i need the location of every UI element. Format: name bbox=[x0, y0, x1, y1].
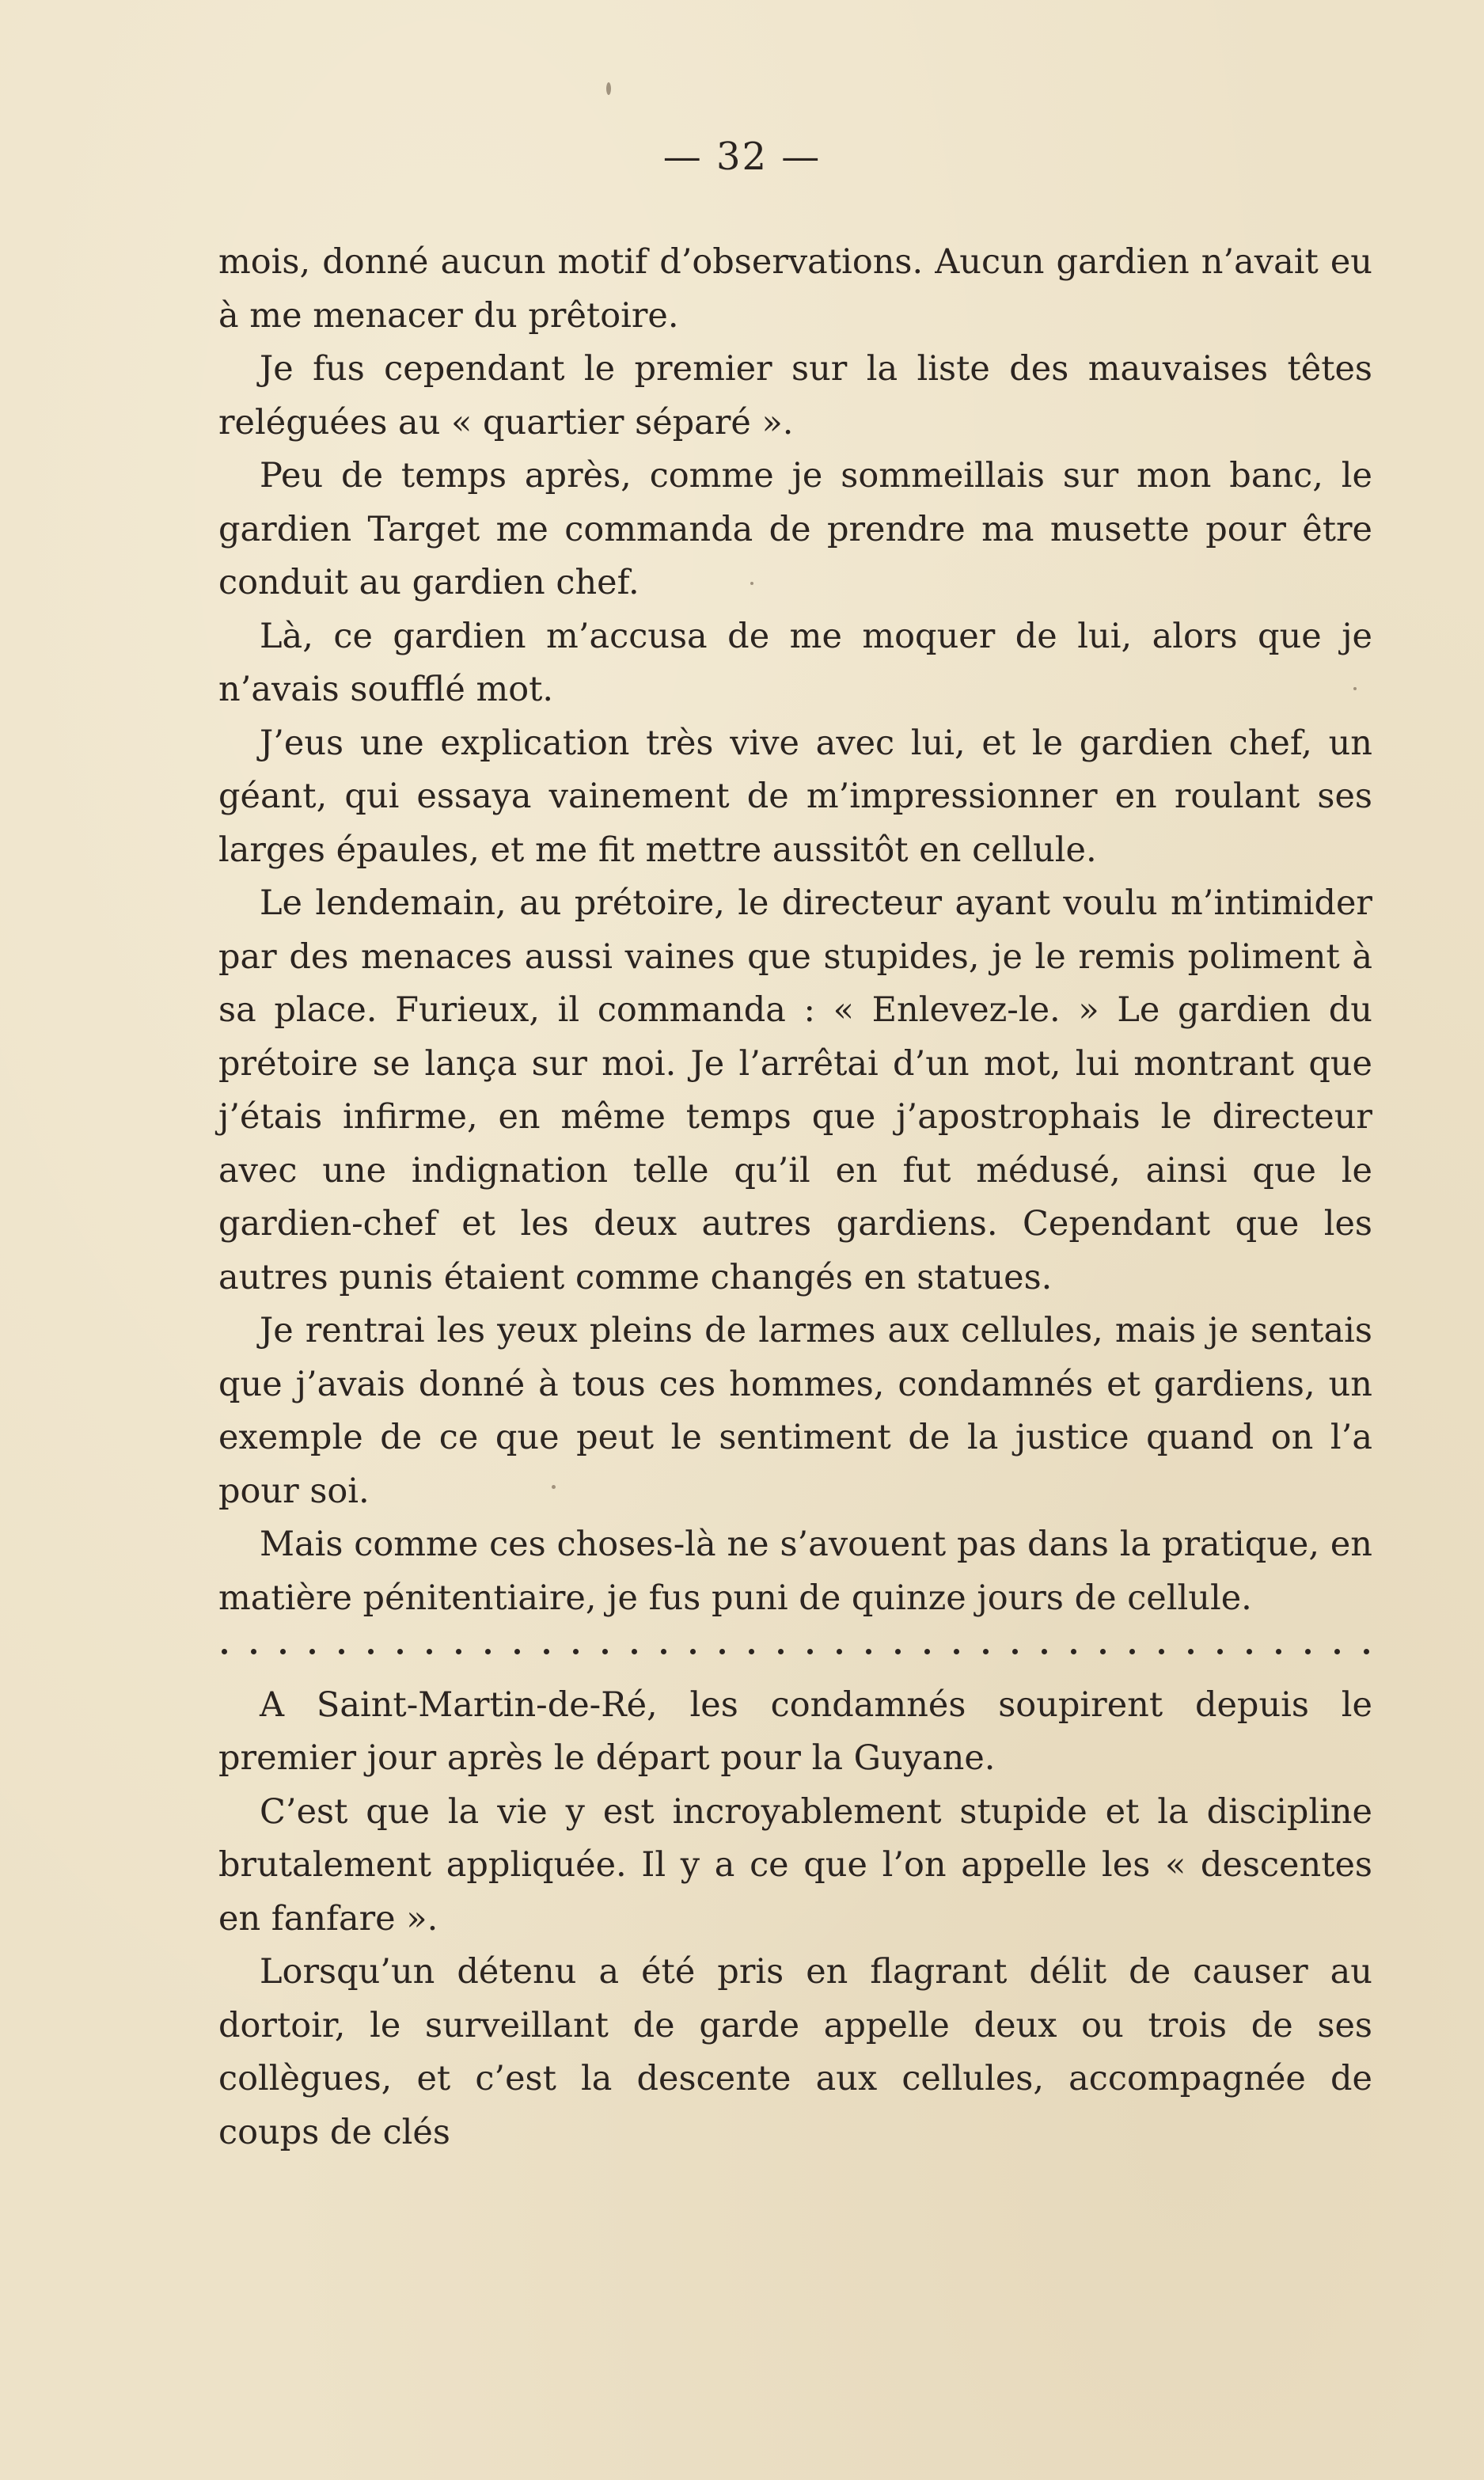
paragraph: Peu de temps après, comme je sommeillais sur mon banc, le gardien Target me commanda de prendre ma musette pour être conduit au gardien chef. bbox=[218, 456, 1372, 602]
paragraph: A Saint-Martin-de-Ré, les condamnés soupirent depuis le premier jour après le départ pour la Guyane. bbox=[218, 1684, 1372, 1778]
paragraph: Je rentrai les yeux pleins de larmes aux cellules, mais je sentais que j’avais donné à tous ces hommes, condamnés et gardiens, un exemple de ce que peut le sentiment de la justice quand on l’a pour soi. bbox=[218, 1311, 1372, 1511]
paragraph: J’eus une explication très vive avec lui, et le gardien chef, un géant, qui essaya vainement de m’impressionner en roulant ses larges épaules, et me fit mettre aussitôt en cellule. bbox=[218, 723, 1372, 870]
paragraph-continues: Lorsqu’un détenu a été pris en flagrant délit de causer au dortoir, le surveillant de garde appelle deux ou trois de ses collègues, et c’est la descente aux cellules, accompagnée de coups de clés bbox=[218, 1952, 1372, 2152]
paragraph: C’est que la vie y est incroyablement stupide et la discipline brutalement appliquée. Il y a ce que l’on appelle les « descentes en fanfare ». bbox=[218, 1791, 1372, 1939]
paper-speck bbox=[750, 582, 753, 585]
paragraph: Je fus cependant le premier sur la liste des mauvaises têtes reléguées au « quartier séparé ». bbox=[218, 349, 1372, 442]
section-break-dots bbox=[218, 1625, 1372, 1679]
body-text bbox=[218, 236, 1372, 2159]
paper-speck bbox=[1353, 687, 1357, 690]
paragraph: Mais comme ces choses-là ne s’avouent pas dans la pratique, en matière pénitentiaire, je fus puni de quinze jours de cellule. bbox=[218, 1525, 1372, 1618]
page-number: — 32 — bbox=[662, 135, 822, 179]
paragraph: Le lendemain, au prétoire, le directeur ayant voulu m’intimider par des menaces aussi vaines que stupides, je le remis poliment à sa place. Furieux, il commanda : « Enlevez-le. » Le gardien du prétoire se lança sur moi. Je l’arrêtai d’un mot, lui montrant que j’étais infirme, en même temps que j’apostrophais le directeur avec une indignation telle qu’il en fut médusé, ainsi que le gardien-chef et les deux autres gardiens. Cependant que les autres punis étaient comme changés en statues. bbox=[218, 883, 1372, 1297]
paper-speck bbox=[606, 82, 611, 95]
paper-speck bbox=[552, 1485, 556, 1489]
paragraph: Là, ce gardien m’accusa de me moquer de lui, alors que je n’avais soufflé mot. bbox=[218, 616, 1372, 709]
paragraph-continued: mois, donné aucun motif d’observations. Aucun gardien n’avait eu à me menacer du prêtoire. bbox=[218, 242, 1372, 336]
